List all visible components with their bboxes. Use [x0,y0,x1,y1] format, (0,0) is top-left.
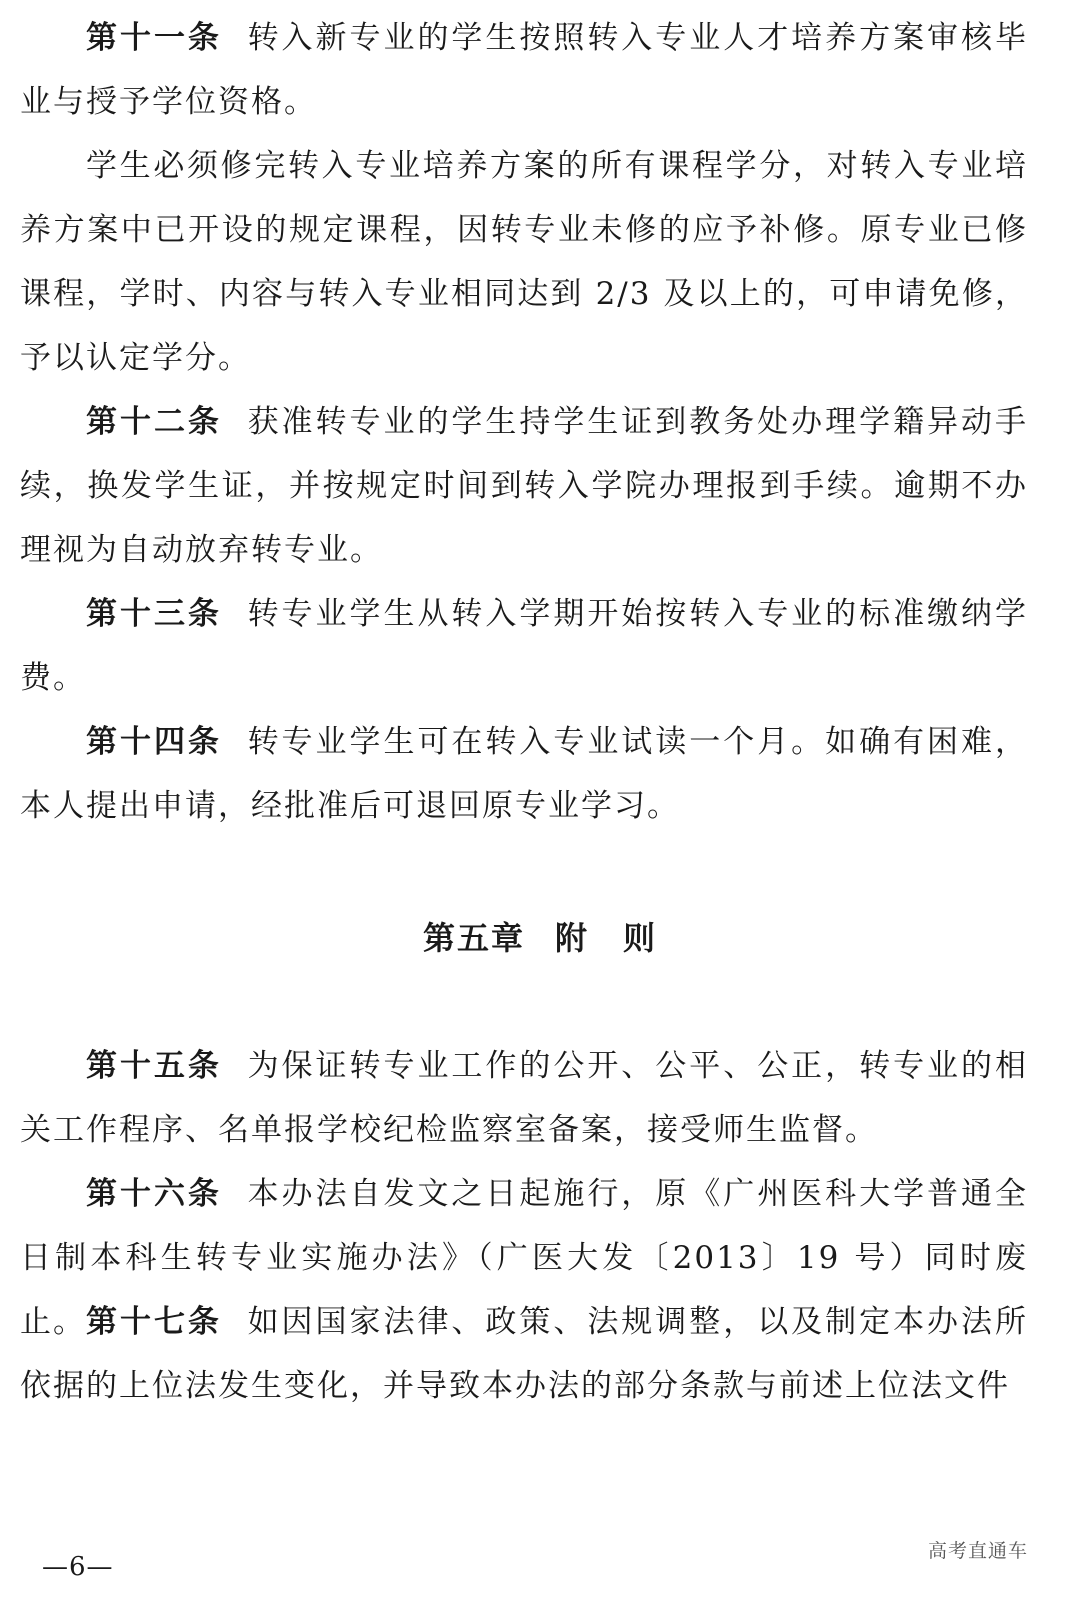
article-text: 为保证转专业工作的公开、公平、公正，转专业的相关工作程序、名单报学校纪检监察室备案，接受师生监督。 [20,1048,1029,1148]
watermark-text: 高考直通车 [927,1540,1028,1562]
article-number: 第十七条 [86,1304,222,1340]
article-text: 转专业学生可在转入专业试读一个月。如确有困难，本人提出申请，经批准后可退回原专业学习。 [20,724,1029,824]
article-text: 如因国家法律、政策、法规调整，以及制定本办法所依据的上位法发生变化，并导致本办法的部分条款与前述上位法文件 [20,1304,1029,1404]
article-number: 第十六条 [86,1176,222,1212]
article-text: 本办法自发文之日起施行，原《广州医科大学普通全日制本科生转专业实施办法》（广医大发〔2013〕19 号）同时废止。 [20,1176,1029,1340]
article-12 [20,390,1028,582]
article-15 [20,1034,1028,1162]
article-17 [20,1290,1028,1418]
article-number: 第十一条 [86,20,222,56]
article-text: 转专业学生从转入学期开始按转入专业的标准缴纳学费。 [20,596,1029,696]
article-text: 学生必须修完转入专业培养方案的所有课程学分，对转入专业培养方案中已开设的规定课程，因转专业未修的应予补修。原专业已修课程，学时、内容与转入专业相同达到 2/3 及以上的，可申请免修，予以认定学分。 [20,148,1028,376]
chapter-number: 第五章 [422,919,525,957]
article-14 [20,710,1028,838]
page-number: —6— [42,1552,114,1582]
article-number: 第十三条 [86,596,222,632]
article-11-paragraph-2 [20,134,1028,390]
article-number: 第十四条 [86,724,222,760]
chapter-heading [0,906,1080,970]
article-text: 转入新专业的学生按照转入专业人才培养方案审核毕业与授予学位资格。 [20,20,1029,120]
article-text: 获准转专业的学生持学生证到教务处办理学籍异动手续，换发学生证，并按规定时间到转入学院办理报到手续。逾期不办理视为自动放弃转专业。 [20,404,1029,568]
article-number: 第十五条 [86,1048,222,1084]
chapter-name: 附 则 [555,919,658,957]
article-13 [20,582,1028,710]
article-number: 第十二条 [86,404,222,440]
article-11 [20,6,1028,134]
